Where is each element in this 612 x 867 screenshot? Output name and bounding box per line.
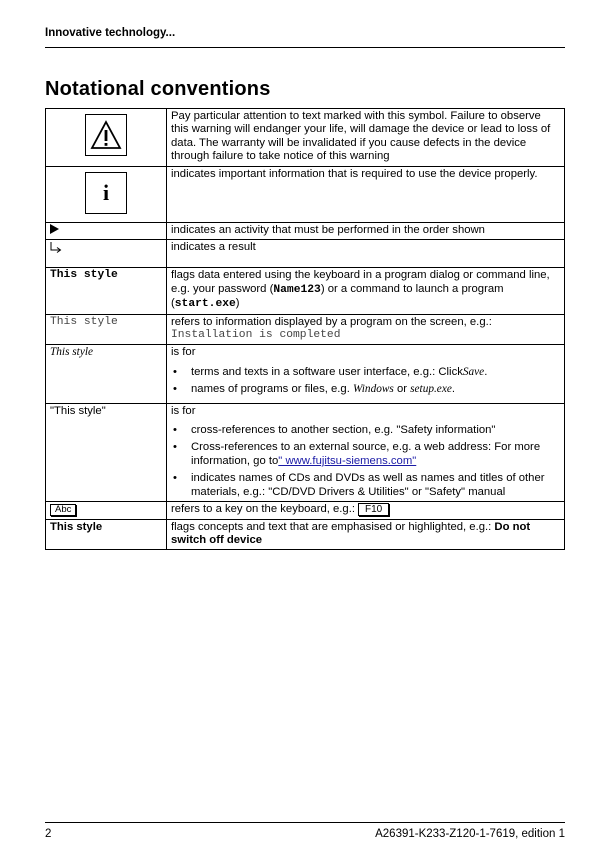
running-header: Innovative technology...: [45, 27, 176, 39]
info-i-icon: i: [85, 172, 127, 214]
result-description: indicates a result: [167, 240, 565, 268]
conventions-table: [45, 108, 565, 550]
row-italic-style: [46, 345, 565, 403]
info-description: indicates important information that is required to use the device properly.: [167, 167, 565, 223]
keyboard-style-label: This style: [46, 268, 167, 314]
row-key: [46, 502, 565, 519]
keyboard-description: flags data entered using the keyboard in a program dialog or command line, e.g. your password (Name123) or a command to launch a program (start.exe): [167, 268, 565, 314]
quoted-bullet-list: [171, 424, 560, 499]
key-style-label: Abc: [50, 504, 76, 516]
screen-example: Installation is completed: [171, 329, 341, 342]
screen-style-label: This style: [46, 314, 167, 345]
row-info: [46, 167, 565, 223]
row-warning: [46, 109, 565, 167]
row-emphasis: [46, 519, 565, 550]
activity-description: indicates an activity that must be performed in the order shown: [167, 223, 565, 240]
page-title: Notational conventions: [45, 78, 271, 100]
list-item: • names of programs or files, e.g. Windows or setup.exe.: [171, 383, 560, 396]
row-keyboard-input: [46, 268, 565, 314]
row-result: [46, 240, 565, 268]
page-number: 2: [45, 828, 52, 840]
row-quoted-style: [46, 403, 565, 501]
emphasis-style-label: This style: [46, 519, 167, 550]
quoted-description: is for • cross-references to another section, e.g. "Safety information" • Cross-references to an external source, e.g. a web address: For more information, go to" www.fujitsu-siemens.com" • indicates names of CDs and DVDs as well as names and titles of other materials, e.g.: "CD/DVD Drivers & Utilities" or "Safety" manual: [167, 403, 565, 501]
command-example: start.exe: [174, 298, 236, 311]
warning-description: Pay particular attention to text marked with this symbol. Failure to observe this warning will endanger your life, will damage the device or lead to loss of data. The warranty will be invalidated if you cause defects in the device through failure to take notice of this warning: [167, 109, 565, 167]
quoted-style-label: "This style": [46, 403, 167, 501]
screen-description: refers to information displayed by a program on the screen, e.g.: Installation is completed: [167, 314, 565, 345]
play-triangle-icon: [50, 224, 59, 236]
list-item: • Cross-references to an external source, e.g. a web address: For more information, go to" www.fujitsu-siemens.com": [171, 441, 560, 468]
italic-style-label: This style: [46, 345, 167, 403]
password-example: Name123: [273, 283, 321, 296]
list-item: • cross-references to another section, e.g. "Safety information": [171, 424, 560, 437]
f10-key-example: F10: [358, 503, 389, 516]
emphasis-description: flags concepts and text that are emphasised or highlighted, e.g.: Do not switch off device: [167, 519, 565, 550]
result-arrow-icon: [50, 241, 62, 253]
row-activity: [46, 223, 565, 240]
footer-divider: [45, 822, 565, 823]
header-divider: [45, 47, 565, 48]
emphasis-example: Do not switch off device: [171, 520, 531, 546]
list-item: • terms and texts in a software user interface, e.g.: ClickSave.: [171, 366, 560, 379]
row-screen-output: [46, 314, 565, 345]
document-id: A26391-K233-Z120-1-7619, edition 1: [375, 828, 565, 840]
italic-description: is for • terms and texts in a software user interface, e.g.: ClickSave. • names of programs or files, e.g. Windows or setup.exe.: [167, 345, 565, 403]
list-item: • indicates names of CDs and DVDs as well as names and titles of other materials, e.g.: "CD/DVD Drivers & Utilities" or "Safety" manual: [171, 472, 560, 499]
warning-triangle-icon: [85, 114, 127, 156]
key-description: refers to a key on the keyboard, e.g.: F10: [167, 502, 565, 519]
web-address-link[interactable]: " www.fujitsu-siemens.com": [278, 454, 417, 467]
italic-bullet-list: [171, 366, 560, 397]
